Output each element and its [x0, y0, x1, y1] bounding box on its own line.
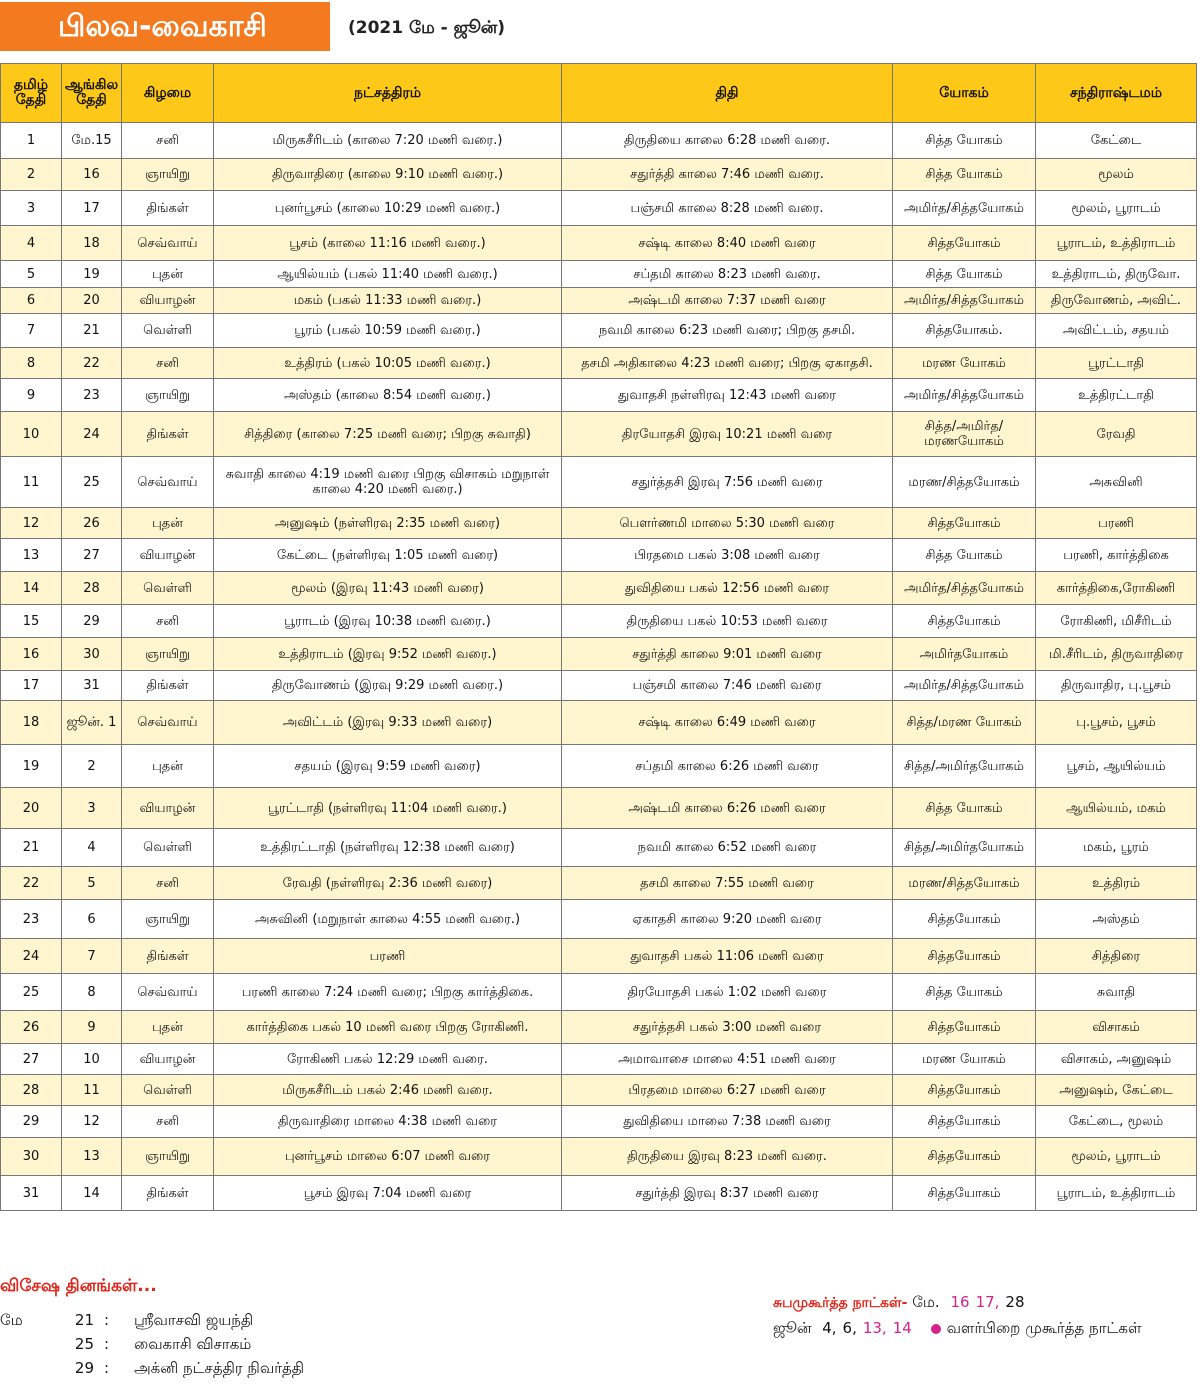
tamil-date-cell: 29 — [1, 1106, 62, 1138]
header-chandrashtamam: சந்திராஷ்டமம் — [1036, 64, 1197, 123]
chandrashtamam-cell: ரேவதி — [1036, 412, 1197, 457]
yogam-cell: மரண/சித்தயோகம் — [893, 457, 1036, 508]
tamil-date-cell: 24 — [1, 939, 62, 974]
table-row — [1, 159, 1197, 191]
muhurtham-june-row — [773, 1315, 1142, 1341]
yogam-cell: சித்த யோகம் — [893, 123, 1036, 159]
weekday-cell: திங்கள் — [122, 191, 214, 226]
chandrashtamam-cell: பூசம், ஆயில்யம் — [1036, 745, 1197, 788]
table-row — [1, 829, 1197, 867]
yogam-cell: சித்த யோகம் — [893, 974, 1036, 1011]
yogam-cell: சித்தயோகம் — [893, 900, 1036, 939]
weekday-cell: திங்கள் — [122, 939, 214, 974]
weekday-cell: செவ்வாய் — [122, 226, 214, 261]
nakshatra-cell: பூரட்டாதி (நள்ளிரவு 11:04 மணி வரை.) — [214, 788, 562, 829]
english-date-cell: 5 — [62, 867, 122, 900]
special-day-item — [0, 1356, 304, 1380]
special-sep: : — [104, 1311, 110, 1329]
tamil-date-cell: 3 — [1, 191, 62, 226]
chandrashtamam-cell: விசாகம் — [1036, 1011, 1197, 1044]
yogam-cell: சித்த யோகம் — [893, 159, 1036, 191]
weekday-cell: வெள்ளி — [122, 1075, 214, 1106]
chandrashtamam-cell: பூராடம், உத்திராடம் — [1036, 1176, 1197, 1211]
tamil-date-cell: 12 — [1, 508, 62, 539]
english-date-cell: 19 — [62, 261, 122, 288]
weekday-cell: ஞாயிறு — [122, 379, 214, 412]
nakshatra-cell: மகம் (பகல் 11:33 மணி வரை.) — [214, 288, 562, 314]
tithi-cell: பஞ்சமி காலை 8:28 மணி வரை. — [562, 191, 893, 226]
english-date-cell: 20 — [62, 288, 122, 314]
tithi-cell: தசமி அதிகாலை 4:23 மணி வரை; பிறகு ஏகாதசி. — [562, 348, 893, 379]
weekday-cell: வியாழன் — [122, 1044, 214, 1075]
yogam-cell: சித்தயோகம் — [893, 1011, 1036, 1044]
tamil-date-cell: 5 — [1, 261, 62, 288]
chandrashtamam-cell: சித்திரை — [1036, 939, 1197, 974]
muhurtham-june-days — [816, 1319, 912, 1337]
yogam-cell: சித்தயோகம் — [893, 939, 1036, 974]
tithi-cell: சதுர்த்தசி இரவு 7:56 மணி வரை — [562, 457, 893, 508]
english-date-cell: 4 — [62, 829, 122, 867]
tithi-cell: சதுர்த்தசி பகல் 3:00 மணி வரை — [562, 1011, 893, 1044]
english-date-cell: 17 — [62, 191, 122, 226]
yogam-cell: அமிர்த/சித்தயோகம் — [893, 191, 1036, 226]
english-date-cell: 10 — [62, 1044, 122, 1075]
english-date-cell: 28 — [62, 572, 122, 605]
tithi-cell: திருதியை இரவு 8:23 மணி வரை. — [562, 1138, 893, 1176]
nakshatra-cell: ரோகிணி பகல் 12:29 மணி வரை. — [214, 1044, 562, 1075]
yogam-cell: சித்தயோகம் — [893, 1138, 1036, 1176]
chandrashtamam-cell: திருவோணம், அவிட். — [1036, 288, 1197, 314]
nakshatra-cell: திருவாதிரை (காலை 9:10 மணி வரை.) — [214, 159, 562, 191]
table-header-row — [1, 64, 1197, 123]
special-day: 29 — [74, 1359, 94, 1377]
chandrashtamam-cell: விசாகம், அனுஷம் — [1036, 1044, 1197, 1075]
weekday-cell: வியாழன் — [122, 788, 214, 829]
tithi-cell: அமாவாசை மாலை 4:51 மணி வரை — [562, 1044, 893, 1075]
chandrashtamam-cell: மூலம் — [1036, 159, 1197, 191]
tamil-date-cell: 31 — [1, 1176, 62, 1211]
tithi-cell: சப்தமி காலை 6:26 மணி வரை — [562, 745, 893, 788]
muhurtham-note: வளர்பிறை முகூர்த்த நாட்கள் — [946, 1319, 1142, 1337]
chandrashtamam-cell: கேட்டை — [1036, 123, 1197, 159]
tithi-cell: திருதியை பகல் 10:53 மணி வரை — [562, 605, 893, 638]
nakshatra-cell: பரணி — [214, 939, 562, 974]
header-nakshatra: நட்சத்திரம் — [214, 64, 562, 123]
chandrashtamam-cell: ஆயில்யம், மகம் — [1036, 788, 1197, 829]
table-row — [1, 701, 1197, 745]
nakshatra-cell: மிருகசீரிடம் (காலை 7:20 மணி வரை.) — [214, 123, 562, 159]
weekday-cell: சனி — [122, 123, 214, 159]
special-day: 21 — [74, 1311, 94, 1329]
tamil-date-cell: 26 — [1, 1011, 62, 1044]
tithi-cell: துவாதசி பகல் 11:06 மணி வரை — [562, 939, 893, 974]
nakshatra-cell: சித்திரை (காலை 7:25 மணி வரை; பிறகு சுவாதி) — [214, 412, 562, 457]
tithi-cell: சஷ்டி காலை 8:40 மணி வரை — [562, 226, 893, 261]
weekday-cell: வெள்ளி — [122, 314, 214, 348]
tamil-date-cell: 11 — [1, 457, 62, 508]
tamil-date-cell: 4 — [1, 226, 62, 261]
chandrashtamam-cell: கேட்டை, மூலம் — [1036, 1106, 1197, 1138]
english-date-cell: 30 — [62, 638, 122, 671]
yogam-cell: மரண யோகம் — [893, 1044, 1036, 1075]
special-month: மே — [0, 1311, 23, 1329]
tithi-cell: நவமி காலை 6:52 மணி வரை — [562, 829, 893, 867]
tamil-date-cell: 22 — [1, 867, 62, 900]
table-row — [1, 1176, 1197, 1211]
english-date-cell: 13 — [62, 1138, 122, 1176]
special-text: வைகாசி விசாகம் — [134, 1335, 252, 1353]
english-date-cell: 24 — [62, 412, 122, 457]
muhurtham-label: சுபமுகூர்த்த நாட்கள்- — [773, 1295, 908, 1311]
weekday-cell: திங்கள் — [122, 1176, 214, 1211]
special-day-item — [0, 1332, 304, 1356]
chandrashtamam-cell: அனுஷம், கேட்டை — [1036, 1075, 1197, 1106]
special-sep: : — [104, 1335, 110, 1353]
muhurtham-day: 4, — [822, 1319, 837, 1337]
weekday-cell: சனி — [122, 605, 214, 638]
tamil-date-cell: 13 — [1, 539, 62, 572]
table-row — [1, 900, 1197, 939]
english-date-cell: 2 — [62, 745, 122, 788]
yogam-cell: சித்த யோகம் — [893, 788, 1036, 829]
yogam-cell: சித்த/அமிர்தயோகம் — [893, 745, 1036, 788]
yogam-cell: அமிர்த/சித்தயோகம் — [893, 671, 1036, 701]
table-row — [1, 572, 1197, 605]
tithi-cell: அஷ்டமி காலை 6:26 மணி வரை — [562, 788, 893, 829]
english-date-cell: 25 — [62, 457, 122, 508]
table-row — [1, 939, 1197, 974]
chandrashtamam-cell: பு.பூசம், பூசம் — [1036, 701, 1197, 745]
english-date-cell: 23 — [62, 379, 122, 412]
table-row — [1, 1106, 1197, 1138]
special-days-title: விசேஷ தினங்கள்... — [0, 1276, 157, 1296]
nakshatra-cell: உத்திரட்டாதி (நள்ளிரவு 12:38 மணி வரை) — [214, 829, 562, 867]
yogam-cell: சித்தயோகம். — [893, 314, 1036, 348]
special-text: ஸ்ரீவாசவி ஜயந்தி — [134, 1311, 254, 1329]
nakshatra-cell: புனர்பூசம் மாலை 6:07 மணி வரை — [214, 1138, 562, 1176]
weekday-cell: புதன் — [122, 508, 214, 539]
tamil-date-cell: 30 — [1, 1138, 62, 1176]
english-date-cell: 27 — [62, 539, 122, 572]
page-subtitle: (2021 மே - ஜூன்) — [348, 18, 505, 38]
tithi-cell: பிரதமை மாலை 6:27 மணி வரை — [562, 1075, 893, 1106]
chandrashtamam-cell: அஸ்தம் — [1036, 900, 1197, 939]
muhurtham-day: 6, — [842, 1319, 857, 1337]
special-day-item — [0, 1308, 304, 1332]
english-date-cell: 9 — [62, 1011, 122, 1044]
yogam-cell: சித்த/அமிர்த/ மரணயோகம் — [893, 412, 1036, 457]
tamil-date-cell: 16 — [1, 638, 62, 671]
tamil-date-cell: 20 — [1, 788, 62, 829]
tithi-cell: சப்தமி காலை 8:23 மணி வரை. — [562, 261, 893, 288]
tamil-date-cell: 15 — [1, 605, 62, 638]
english-date-cell: 12 — [62, 1106, 122, 1138]
yogam-cell: மரண யோகம் — [893, 348, 1036, 379]
chandrashtamam-cell: மூலம், பூராடம் — [1036, 191, 1197, 226]
header-english-date: ஆங்கில தேதி — [62, 64, 122, 123]
tithi-cell: துவிதியை பகல் 12:56 மணி வரை — [562, 572, 893, 605]
tithi-cell: திருதியை காலை 6:28 மணி வரை. — [562, 123, 893, 159]
tithi-cell: திரயோதசி இரவு 10:21 மணி வரை — [562, 412, 893, 457]
weekday-cell: செவ்வாய் — [122, 701, 214, 745]
tamil-date-cell: 2 — [1, 159, 62, 191]
table-row — [1, 508, 1197, 539]
table-row — [1, 1011, 1197, 1044]
nakshatra-cell: ரேவதி (நள்ளிரவு 2:36 மணி வரை) — [214, 867, 562, 900]
muhurtham-day: 16 — [950, 1293, 970, 1311]
tithi-cell: அஷ்டமி காலை 7:37 மணி வரை — [562, 288, 893, 314]
weekday-cell: ஞாயிறு — [122, 159, 214, 191]
english-date-cell: 3 — [62, 788, 122, 829]
special-text: அக்னி நட்சத்திர நிவர்த்தி — [134, 1359, 305, 1377]
yogam-cell: சித்தயோகம் — [893, 1176, 1036, 1211]
tithi-cell: சதுர்த்தி காலை 9:01 மணி வரை — [562, 638, 893, 671]
header-weekday: கிழமை — [122, 64, 214, 123]
tamil-date-cell: 10 — [1, 412, 62, 457]
header-tamil-date: தமிழ் தேதி — [1, 64, 62, 123]
nakshatra-cell: கார்த்திகை பகல் 10 மணி வரை பிறகு ரோகிணி. — [214, 1011, 562, 1044]
nakshatra-cell: சதயம் (இரவு 9:59 மணி வரை) — [214, 745, 562, 788]
table-row — [1, 123, 1197, 159]
tithi-cell: தசமி காலை 7:55 மணி வரை — [562, 867, 893, 900]
calendar-table — [0, 63, 1197, 1211]
yogam-cell: அமிர்த/சித்தயோகம் — [893, 379, 1036, 412]
tamil-date-cell: 8 — [1, 348, 62, 379]
tithi-cell: சதுர்த்தி இரவு 8:37 மணி வரை — [562, 1176, 893, 1211]
tamil-date-cell: 14 — [1, 572, 62, 605]
weekday-cell: புதன் — [122, 261, 214, 288]
weekday-cell: வியாழன் — [122, 288, 214, 314]
muhurtham-day: 28 — [1005, 1293, 1025, 1311]
muhurtham-box — [773, 1289, 1142, 1341]
english-date-cell: 29 — [62, 605, 122, 638]
english-date-cell: 22 — [62, 348, 122, 379]
nakshatra-cell: அனுஷம் (நள்ளிரவு 2:35 மணி வரை) — [214, 508, 562, 539]
english-date-cell: 8 — [62, 974, 122, 1011]
english-date-cell: மே.15 — [62, 123, 122, 159]
table-row — [1, 348, 1197, 379]
chandrashtamam-cell: அசுவினி — [1036, 457, 1197, 508]
nakshatra-cell: சுவாதி காலை 4:19 மணி வரை பிறகு விசாகம் மறுநாள் காலை 4:20 மணி வரை.) — [214, 457, 562, 508]
weekday-cell: வெள்ளி — [122, 829, 214, 867]
tamil-date-cell: 6 — [1, 288, 62, 314]
tamil-date-cell: 7 — [1, 314, 62, 348]
special-day: 25 — [74, 1335, 94, 1353]
muhurtham-day: 14 — [892, 1319, 912, 1337]
table-row — [1, 191, 1197, 226]
english-date-cell: 14 — [62, 1176, 122, 1211]
nakshatra-cell: மிருகசீரிடம் பகல் 2:46 மணி வரை. — [214, 1075, 562, 1106]
chandrashtamam-cell: பூராடம், உத்திராடம் — [1036, 226, 1197, 261]
nakshatra-cell: உத்திரம் (பகல் 10:05 மணி வரை.) — [214, 348, 562, 379]
table-row — [1, 261, 1197, 288]
chandrashtamam-cell: மி.சீரிடம், திருவாதிரை — [1036, 638, 1197, 671]
english-date-cell: 16 — [62, 159, 122, 191]
muhurtham-may-prefix: மே. — [912, 1293, 940, 1311]
tithi-cell: நவமி காலை 6:23 மணி வரை; பிறகு தசமி. — [562, 314, 893, 348]
muhurtham-june-prefix: ஜூன் — [773, 1319, 812, 1337]
page-title: பிலவ-வைகாசி — [0, 2, 330, 51]
yogam-cell: அமிர்தயோகம் — [893, 638, 1036, 671]
table-row — [1, 1075, 1197, 1106]
english-date-cell: 31 — [62, 671, 122, 701]
nakshatra-cell: அஸ்தம் (காலை 8:54 மணி வரை.) — [214, 379, 562, 412]
yogam-cell: சித்தயோகம் — [893, 1075, 1036, 1106]
tithi-cell: ஏகாதசி காலை 9:20 மணி வரை — [562, 900, 893, 939]
english-date-cell: 6 — [62, 900, 122, 939]
tamil-date-cell: 28 — [1, 1075, 62, 1106]
nakshatra-cell: திருவாதிரை மாலை 4:38 மணி வரை — [214, 1106, 562, 1138]
tithi-cell: துவாதசி நள்ளிரவு 12:43 மணி வரை — [562, 379, 893, 412]
english-date-cell: ஜூன். 1 — [62, 701, 122, 745]
chandrashtamam-cell: உத்திராடம், திருவோ. — [1036, 261, 1197, 288]
yogam-cell: சித்தயோகம் — [893, 605, 1036, 638]
weekday-cell: ஞாயிறு — [122, 1138, 214, 1176]
weekday-cell: சனி — [122, 867, 214, 900]
tithi-cell: சதுர்த்தி காலை 7:46 மணி வரை. — [562, 159, 893, 191]
calendar-body — [1, 123, 1197, 1211]
tithi-cell: பஞ்சமி காலை 7:46 மணி வரை — [562, 671, 893, 701]
table-row — [1, 745, 1197, 788]
tamil-date-cell: 17 — [1, 671, 62, 701]
table-row — [1, 457, 1197, 508]
english-date-cell: 18 — [62, 226, 122, 261]
header-tithi: திதி — [562, 64, 893, 123]
tamil-date-cell: 21 — [1, 829, 62, 867]
table-row — [1, 539, 1197, 572]
yogam-cell: மரண/சித்தயோகம் — [893, 867, 1036, 900]
chandrashtamam-cell: ரோகிணி, மிசீரிடம் — [1036, 605, 1197, 638]
weekday-cell: ஞாயிறு — [122, 638, 214, 671]
table-row — [1, 605, 1197, 638]
nakshatra-cell: பூராடம் (இரவு 10:38 மணி வரை.) — [214, 605, 562, 638]
table-row — [1, 226, 1197, 261]
table-row — [1, 671, 1197, 701]
nakshatra-cell: பூசம் இரவு 7:04 மணி வரை — [214, 1176, 562, 1211]
chandrashtamam-cell: உத்திரம் — [1036, 867, 1197, 900]
table-row — [1, 638, 1197, 671]
tamil-date-cell: 19 — [1, 745, 62, 788]
yogam-cell: அமிர்த/சித்தயோகம் — [893, 288, 1036, 314]
table-row — [1, 867, 1197, 900]
weekday-cell: வியாழன் — [122, 539, 214, 572]
table-row — [1, 1044, 1197, 1075]
tithi-cell: சஷ்டி காலை 6:49 மணி வரை — [562, 701, 893, 745]
tithi-cell: பௌர்ணமி மாலை 5:30 மணி வரை — [562, 508, 893, 539]
table-row — [1, 412, 1197, 457]
yogam-cell: சித்த யோகம் — [893, 539, 1036, 572]
chandrashtamam-cell: சுவாதி — [1036, 974, 1197, 1011]
tamil-date-cell: 1 — [1, 123, 62, 159]
muhurtham-day: 13, — [862, 1319, 887, 1337]
tamil-date-cell: 23 — [1, 900, 62, 939]
tamil-date-cell: 18 — [1, 701, 62, 745]
valarpirai-dot-icon — [931, 1324, 941, 1334]
tithi-cell: பிரதமை பகல் 3:08 மணி வரை — [562, 539, 893, 572]
nakshatra-cell: பூசம் (காலை 11:16 மணி வரை.) — [214, 226, 562, 261]
chandrashtamam-cell: திருவாதிர, பு.பூசம் — [1036, 671, 1197, 701]
tamil-date-cell: 9 — [1, 379, 62, 412]
yogam-cell: அமிர்த/சித்தயோகம் — [893, 572, 1036, 605]
english-date-cell: 7 — [62, 939, 122, 974]
tamil-date-cell: 25 — [1, 974, 62, 1011]
table-row — [1, 1138, 1197, 1176]
yogam-cell: சித்த யோகம் — [893, 261, 1036, 288]
tithi-cell: திரயோதசி பகல் 1:02 மணி வரை — [562, 974, 893, 1011]
table-row — [1, 974, 1197, 1011]
chandrashtamam-cell: அவிட்டம், சதயம் — [1036, 314, 1197, 348]
nakshatra-cell: பூரம் (பகல் 10:59 மணி வரை.) — [214, 314, 562, 348]
chandrashtamam-cell: உத்திரட்டாதி — [1036, 379, 1197, 412]
tamil-date-cell: 27 — [1, 1044, 62, 1075]
weekday-cell: ஞாயிறு — [122, 900, 214, 939]
nakshatra-cell: அவிட்டம் (இரவு 9:33 மணி வரை) — [214, 701, 562, 745]
chandrashtamam-cell: மூலம், பூராடம் — [1036, 1138, 1197, 1176]
header-yogam: யோகம் — [893, 64, 1036, 123]
table-row — [1, 788, 1197, 829]
weekday-cell: செவ்வாய் — [122, 974, 214, 1011]
nakshatra-cell: மூலம் (இரவு 11:43 மணி வரை) — [214, 572, 562, 605]
weekday-cell: சனி — [122, 1106, 214, 1138]
chandrashtamam-cell: பரணி, கார்த்திகை — [1036, 539, 1197, 572]
weekday-cell: வெள்ளி — [122, 572, 214, 605]
nakshatra-cell: புனர்பூசம் (காலை 10:29 மணி வரை.) — [214, 191, 562, 226]
english-date-cell: 26 — [62, 508, 122, 539]
yogam-cell: சித்தயோகம் — [893, 1106, 1036, 1138]
muhurtham-day: 17, — [975, 1293, 1000, 1311]
table-row — [1, 314, 1197, 348]
nakshatra-cell: உத்திராடம் (இரவு 9:52 மணி வரை.) — [214, 638, 562, 671]
muhurtham-may-row — [773, 1289, 1142, 1315]
special-days-list — [0, 1308, 304, 1380]
weekday-cell: திங்கள் — [122, 671, 214, 701]
weekday-cell: புதன் — [122, 745, 214, 788]
nakshatra-cell: ஆயில்யம் (பகல் 11:40 மணி வரை.) — [214, 261, 562, 288]
chandrashtamam-cell: பரணி — [1036, 508, 1197, 539]
nakshatra-cell: திருவோணம் (இரவு 9:29 மணி வரை.) — [214, 671, 562, 701]
chandrashtamam-cell: மகம், பூரம் — [1036, 829, 1197, 867]
weekday-cell: செவ்வாய் — [122, 457, 214, 508]
table-row — [1, 288, 1197, 314]
english-date-cell: 11 — [62, 1075, 122, 1106]
yogam-cell: சித்த/மரண யோகம் — [893, 701, 1036, 745]
yogam-cell: சித்த/அமிர்தயோகம் — [893, 829, 1036, 867]
yogam-cell: சித்தயோகம் — [893, 508, 1036, 539]
special-sep: : — [104, 1359, 110, 1377]
muhurtham-may-days — [944, 1293, 1024, 1311]
nakshatra-cell: பரணி காலை 7:24 மணி வரை; பிறகு கார்த்திகை. — [214, 974, 562, 1011]
nakshatra-cell: கேட்டை (நள்ளிரவு 1:05 மணி வரை) — [214, 539, 562, 572]
tithi-cell: துவிதியை மாலை 7:38 மணி வரை — [562, 1106, 893, 1138]
weekday-cell: திங்கள் — [122, 412, 214, 457]
weekday-cell: புதன் — [122, 1011, 214, 1044]
table-row — [1, 379, 1197, 412]
weekday-cell: சனி — [122, 348, 214, 379]
chandrashtamam-cell: பூரட்டாதி — [1036, 348, 1197, 379]
yogam-cell: சித்தயோகம் — [893, 226, 1036, 261]
chandrashtamam-cell: கார்த்திகை,ரோகிணி — [1036, 572, 1197, 605]
english-date-cell: 21 — [62, 314, 122, 348]
nakshatra-cell: அசுவினி (மறுநாள் காலை 4:55 மணி வரை.) — [214, 900, 562, 939]
